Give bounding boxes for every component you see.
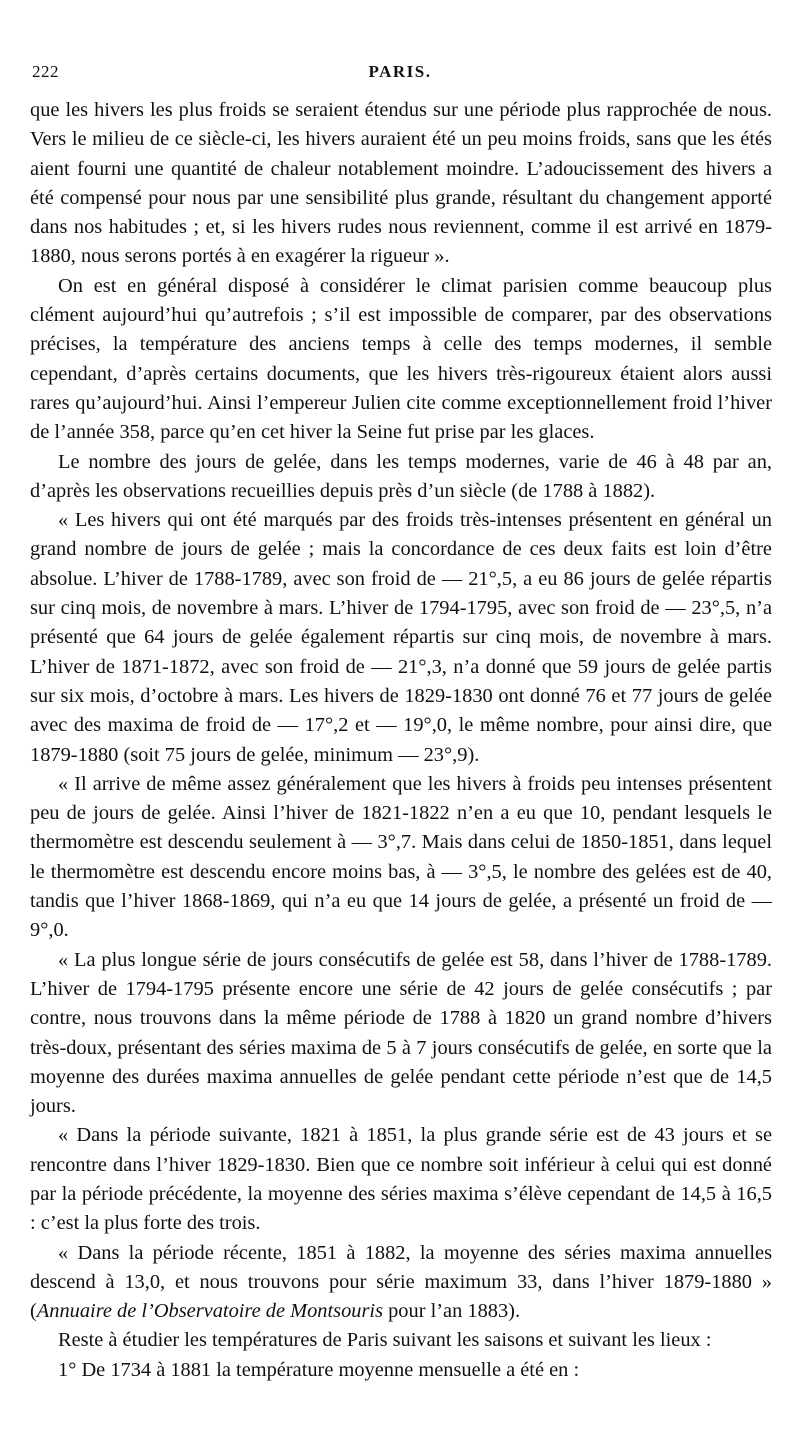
page-number: 222: [32, 62, 59, 81]
citation-title: Annuaire de l’Observatoire de Montsouris: [36, 1300, 384, 1323]
paragraph-parisian-climate: On est en général disposé à considérer le climat parisien comme beaucoup plus clément aujourd’hui qu’autrefois ; s’il est impossible de comparer, par des observations précises, la température des anciens temps à celle des temps modernes, il semble cependant, d’après certains documents, que les hivers très-rigoureux étaient alors aussi rares qu’aujourd’hui. Ainsi l’empereur Julien cite comme exceptionnellement froid l’hiver de l’année 358, parce qu’en cet hiver la Seine fut prise par les glaces.: [30, 274, 772, 444]
recent-period-text: « Dans la période récente, 1851 à 1882, la moyenne des séries maxima annuelles descend à 13,0, et nous trouvons pour série maximum 33, dans l’hiver 1879-1880 » (: [30, 1241, 772, 1323]
text-body: [30, 96, 772, 1385]
paragraph-frost-days: Le nombre des jours de gelée, dans les temps modernes, varie de 46 à 48 par an, d’après les observations recueillies depuis près d’un siècle (de 1788 à 1882).: [30, 450, 772, 502]
running-title: PARIS.: [368, 62, 432, 81]
paragraph-monthly-mean: 1° De 1734 à 1881 la température moyenne mensuelle a été en :: [58, 1358, 580, 1381]
paragraph-intense-winters: « Les hivers qui ont été marqués par des froids très-intenses présentent en général un grand nombre de jours de gelée ; mais la concordance de ces deux faits est loin d’être absolue. L’hiver de 1788-1789, avec son froid de — 21°,5, a eu 86 jours de gelée répartis sur cinq mois, de novembre à mars. L’hiver de 1794-1795, avec son froid de — 23°,5, n’a présenté que 64 jours de gelée également répartis sur cinq mois, de novembre à mars. L’hiver de 1871-1872, avec son froid de — 21°,3, n’a donné que 59 jours de gelée partis sur six mois, d’octobre à mars. Les hivers de 1829-1830 ont donné 76 et 77 jours de gelée avec des maxima de froid de — 17°,2 et — 19°,0, le même nombre, pour ainsi dire, que 1879-1880 (soit 75 jours de gelée, minimum — 23°,9).: [30, 509, 772, 766]
citation-year: pour l’an 1883).: [383, 1300, 521, 1323]
running-header: [32, 62, 768, 90]
paragraph-longest-series: « La plus longue série de jours consécutifs de gelée est 58, dans l’hiver de 1788-1789. L’hiver de 1794-1795 présente encore une série de 42 jours de gelée consécutifs ; par contre, nous trouvons dans la même période de 1788 à 1820 un grand nombre d’hivers très-doux, présentant des séries maxima de 5 à 7 jours consécutifs de gelée, en sorte que la moyenne des durées maxima annuelles de gelée pendant cette période n’est que de 14,5 jours.: [30, 948, 772, 1118]
paragraph-seasons-intro: Reste à étudier les températures de Paris suivant les saisons et suivant les lieux :: [58, 1329, 712, 1352]
paragraph-following-period: « Dans la période suivante, 1821 à 1851, la plus grande série est de 43 jours et se rencontre dans l’hiver 1829-1830. Bien que ce nombre soit inférieur à celui qui est donné par la période précédente, la moyenne des séries maxima s’élève cependant de 14,5 à 16,5 : c’est la plus forte des trois.: [30, 1124, 772, 1235]
paragraph-continuation: que les hivers les plus froids se seraient étendus sur une période plus rapprochée de nous. Vers le milieu de ce siècle-ci, les hivers auraient été un peu moins froids, sans que les étés aient fourni une quantité de chaleur notablement moindre. L’adoucissement des hivers a été compensé pour nous par une sensibilité plus grande, résultant du changement apporté dans nos habitudes ; et, si les hivers rudes nous reviennent, comme il est arrivé en 1879-1880, nous serons portés à en exagérer la rigueur ».: [30, 99, 772, 268]
paragraph-mild-winters: « Il arrive de même assez généralement que les hivers à froids peu intenses présentent peu de jours de gelée. Ainsi l’hiver de 1821-1822 n’en a eu que 10, pendant lesquels le thermomètre est descendu seulement à — 3°,7. Mais dans celui de 1850-1851, dans lequel le thermomètre est descendu encore moins bas, à — 3°,5, le nombre des gelées est de 40, tandis que l’hiver 1868-1869, qui n’a eu que 14 jours de gelée, a présenté un froid de — 9°,0.: [30, 772, 772, 942]
paragraph-recent-period: [30, 1239, 772, 1327]
